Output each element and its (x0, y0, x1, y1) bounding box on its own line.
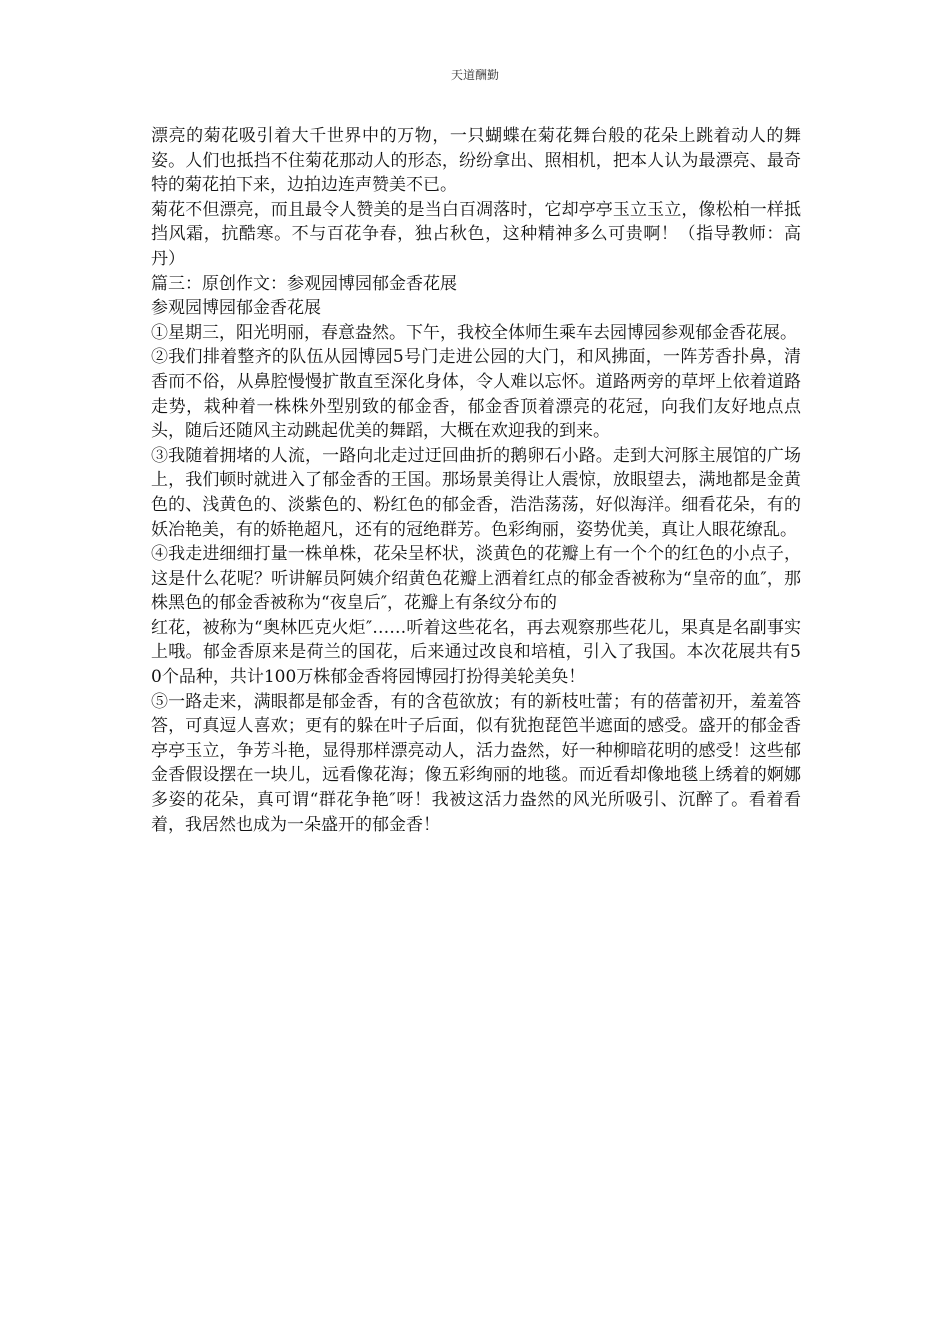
paragraph: ③我随着拥堵的人流，一路向北走过迂回曲折的鹅卵石小路。走到大河豚主展馆的广场上，我们顿时就进入了郁金香的王国。那场景美得让人震惊，放眼望去，满地都是金黄色的、浅黄色的、淡紫色的、粉红色的郁金香，浩浩荡荡，好似海洋。细看花朵，有的妖冶艳美，有的娇艳超凡，还有的冠绝群芳。色彩绚丽，姿势优美，真让人眼花缭乱。 (151, 445, 801, 540)
paragraph: ②我们排着整齐的队伍从园博园5号门走进公园的大门，和风拂面，一阵芳香扑鼻，清香而不俗，从鼻腔慢慢扩散直至深化身体，令人难以忘怀。道路两旁的草坪上依着道路走势，栽种着一株株外型别致的郁金香，郁金香顶着漂亮的花冠，向我们友好地点点头，随后还随风主动跳起优美的舞蹈，大概在欢迎我的到来。 (151, 347, 801, 442)
paragraph: 红花，被称为“奥林匹克火炬″……听着这些花名，再去观察那些花儿，果真是名副事实上哦。郁金香原来是荷兰的国花，后来通过改良和培植，引入了我国。本次花展共有50个品种，共计100万株郁金香将园博园打扮得美轮美奂！ (151, 617, 801, 688)
section-heading: 篇三：原创作文：参观园博园郁金香花展 (151, 273, 457, 294)
paragraph: ⑤一路走来，满眼都是郁金香，有的含苞欲放；有的新枝吐蕾；有的蓓蕾初开，羞羞答答，可真逗人喜欢；更有的躲在叶子后面，似有犹抱琵笆半遮面的感受。盛开的郁金香亭亭玉立，争芳斗艳，显得那样漂亮动人，活力盎然，好一种柳暗花明的感受！这些郁金香假设摆在一块儿，远看像花海；像五彩绚丽的地毯。而近看却像地毯上绣着的婀娜多姿的花朵，真可谓“群花争艳″呀！我被这活力盎然的风光所吸引、沉醉了。看着看着，我居然也成为一朵盛开的郁金香！ (151, 691, 801, 835)
document-body (151, 124, 801, 837)
paragraph: ①星期三，阳光明丽，春意盎然。下午，我校全体师生乘车去园博园参观郁金香花展。 (151, 322, 797, 343)
paragraph: 菊花不但漂亮，而且最令人赞美的是当白百凋落时，它却亭亭玉立玉立，像松柏一样抵挡风霜，抗酷寒。不与百花争春，独占秋色，这种精神多么可贵啊！（指导教师：高丹） (151, 199, 801, 269)
paragraph: 漂亮的菊花吸引着大千世界中的万物，一只蝴蝶在菊花舞台般的花朵上跳着动人的舞姿。人们也抵挡不住菊花那动人的形态，纷纷拿出、照相机，把本人认为最漂亮、最奇特的菊花拍下来，边拍边连声赞美不已。 (151, 126, 801, 196)
page-header: 天道酬勤 (450, 68, 499, 82)
essay-title: 参观园博园郁金香花展 (151, 298, 321, 319)
paragraph: ④我走进细细打量一株单株，花朵呈杯状，淡黄色的花瓣上有一个个的红色的小点子，这是什么花呢？听讲解员阿姨介绍黄色花瓣上洒着红点的郁金香被称为“皇帝的血″，那株黑色的郁金香被称为“夜皇后″，花瓣上有条纹分布的 (151, 544, 801, 614)
